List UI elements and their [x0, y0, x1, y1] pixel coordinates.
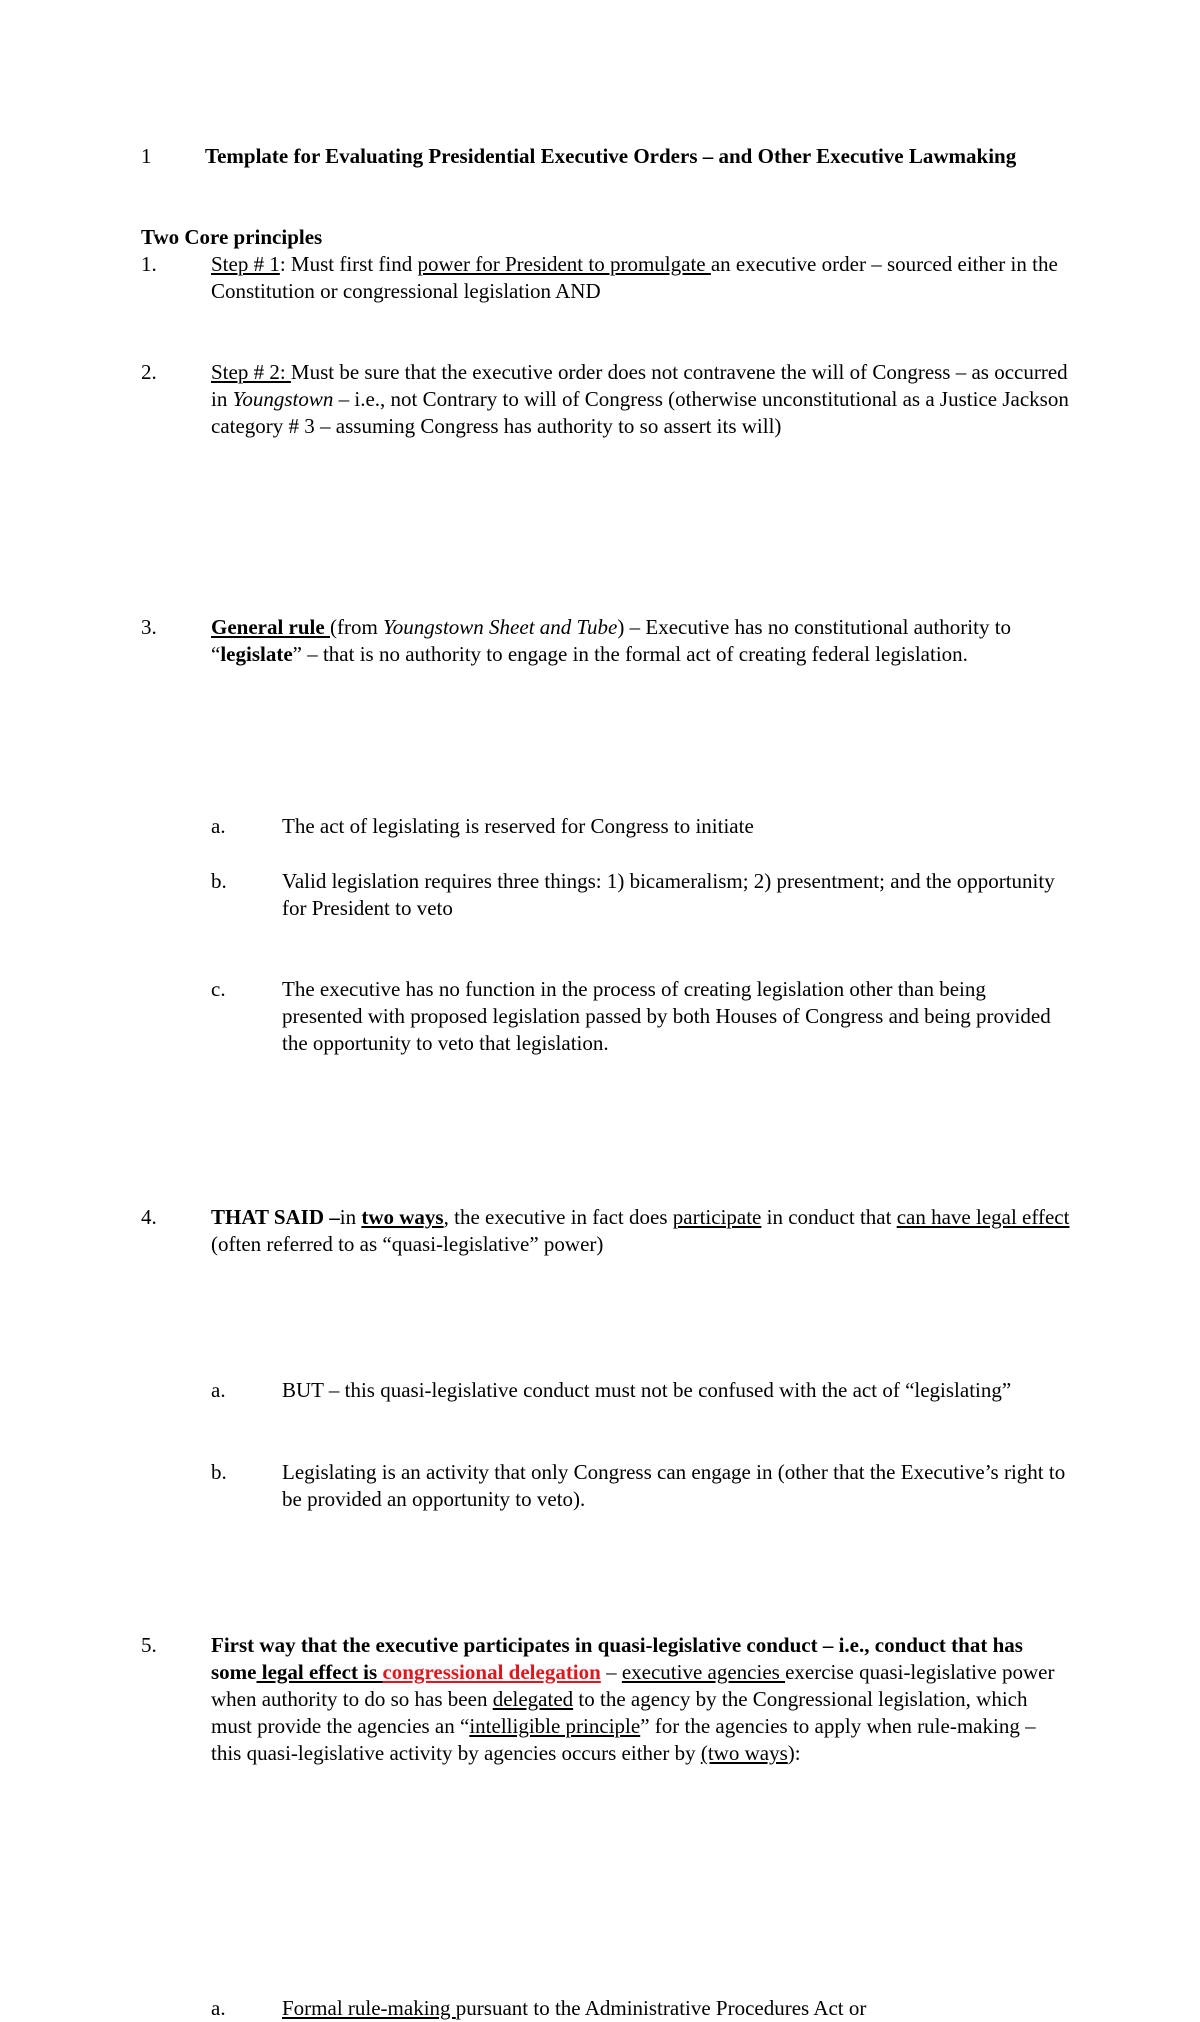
- underlined-phrase: Formal rule-making: [282, 1996, 456, 2020]
- text-run: (from: [329, 615, 384, 639]
- bold-phrase: THAT SAID –: [211, 1205, 340, 1229]
- underlined-phrase: (two ways: [700, 1741, 788, 1765]
- underlined-phrase: intelligible principle: [469, 1714, 641, 1738]
- bold-underlined-phrase: two ways: [361, 1205, 444, 1229]
- list-item-3: [141, 614, 1071, 668]
- list-item-2: [141, 359, 1071, 440]
- item-number: 4.: [141, 1205, 157, 1229]
- sub-letter: a.: [211, 1378, 226, 1402]
- item-number: 3.: [141, 615, 157, 639]
- text-run: in conduct that: [761, 1205, 897, 1229]
- document-title: [141, 143, 1071, 170]
- text-run: – i.e., not Contrary to will of Congress (otherwise unconstitutional as a Justice Jackson category # 3 – assuming Congress has authority to so assert its will): [211, 387, 1069, 438]
- title-number: 1: [141, 144, 152, 168]
- sub-text: Legislating is an activity that only Congress can engage in (other that the Executive’s right to be provided an opportunity to veto).: [282, 1460, 1066, 1511]
- list-item-5: [141, 1632, 1071, 1767]
- text-run: Must be sure that the executive order does not contravene the will of Congress – as occurred in: [211, 360, 1068, 411]
- underlined-phrase: power for President to promulgate: [417, 252, 711, 276]
- text-run: to the agency by the Congressional legislation, which must provide the agencies an “: [211, 1687, 1028, 1738]
- text-run: pursuant to the Administrative Procedures Act or: [455, 1996, 867, 2020]
- sub-letter: b.: [211, 1460, 227, 1484]
- text-run: ):: [787, 1741, 801, 1765]
- item-text: [141, 359, 1071, 440]
- underlined-phrase: participate: [672, 1205, 762, 1229]
- underlined-phrase: can have legal effect: [896, 1205, 1070, 1229]
- sub-letter: a.: [211, 1996, 226, 2020]
- sub-text: The act of legislating is reserved for Congress to initiate: [282, 814, 754, 838]
- text-run: ” – that is no authority to engage in the formal act of creating federal legislation.: [292, 642, 968, 666]
- bold-phrase: First way that the executive participates in quasi-legislative conduct – i.e., conduct that has some: [211, 1633, 1023, 1684]
- sub-text: [141, 1995, 1071, 2022]
- sub-text: Valid legislation requires three things: 1) bicameralism; 2) presentment; and the opportunity for President to veto: [282, 869, 1055, 920]
- sub-item-4a: [141, 1377, 1071, 1404]
- text-run: (often referred to as “quasi-legislative” power): [211, 1232, 604, 1256]
- text-run: –: [600, 1660, 622, 1684]
- step-label: Step # 1: [211, 252, 280, 276]
- underlined-phrase: executive agencies: [621, 1660, 786, 1684]
- bold-phrase: legislate: [220, 642, 293, 666]
- step-label: Step # 2:: [211, 360, 291, 384]
- general-rule-label: General rule: [211, 615, 330, 639]
- item-number: 5.: [141, 1633, 157, 1657]
- title-text: Template for Evaluating Presidential Executive Orders – and Other Executive Lawmaking: [205, 144, 1017, 168]
- sub-item-5a: [141, 1995, 1071, 2022]
- text-run: ” for the agencies to apply when rule-making – this quasi-legislative activity by agencies occurs either by: [211, 1714, 1036, 1765]
- item-text: [141, 614, 1071, 668]
- text-run: , the executive in fact does: [443, 1205, 673, 1229]
- underlined-phrase: delegated: [492, 1687, 574, 1711]
- bold-underlined-phrase: legal effect is: [256, 1660, 383, 1684]
- item-text: [141, 251, 1071, 305]
- sub-letter: c.: [211, 977, 226, 1001]
- text-run: in: [339, 1205, 362, 1229]
- sub-item-3a: [141, 813, 1071, 840]
- item-number: 1.: [141, 252, 157, 276]
- sub-item-4b: [141, 1459, 1071, 1513]
- sub-item-3c: [141, 976, 1071, 1057]
- sub-letter: a.: [211, 814, 226, 838]
- item-number: 2.: [141, 360, 157, 384]
- sub-text: The executive has no function in the process of creating legislation other than being presented with proposed legislation passed by both Houses of Congress and being provided the opportunity to veto that legislation.: [282, 977, 1051, 1055]
- list-item-4: [141, 1204, 1071, 1258]
- case-name: Youngstown Sheet and Tube: [383, 615, 618, 639]
- sub-text: BUT – this quasi-legislative conduct must not be confused with the act of “legislating”: [282, 1378, 1012, 1402]
- text-run: exercise quasi-legislative power when authority to do so has been: [211, 1660, 1055, 1711]
- list-item-1: [141, 251, 1071, 305]
- sub-letter: b.: [211, 869, 227, 893]
- text-run: an executive order – sourced either in the Constitution or congressional legislation AND: [211, 252, 1058, 303]
- text-run: ) – Executive has no constitutional authority to “: [211, 615, 1012, 666]
- case-name: Youngstown: [232, 387, 334, 411]
- core-principles-heading: Two Core principles: [141, 225, 323, 249]
- highlighted-phrase: congressional delegation: [382, 1660, 601, 1684]
- sub-item-3b: [141, 868, 1071, 922]
- item-text: [141, 1632, 1071, 1767]
- item-text: [141, 1204, 1071, 1258]
- text-run: : Must first find: [279, 252, 418, 276]
